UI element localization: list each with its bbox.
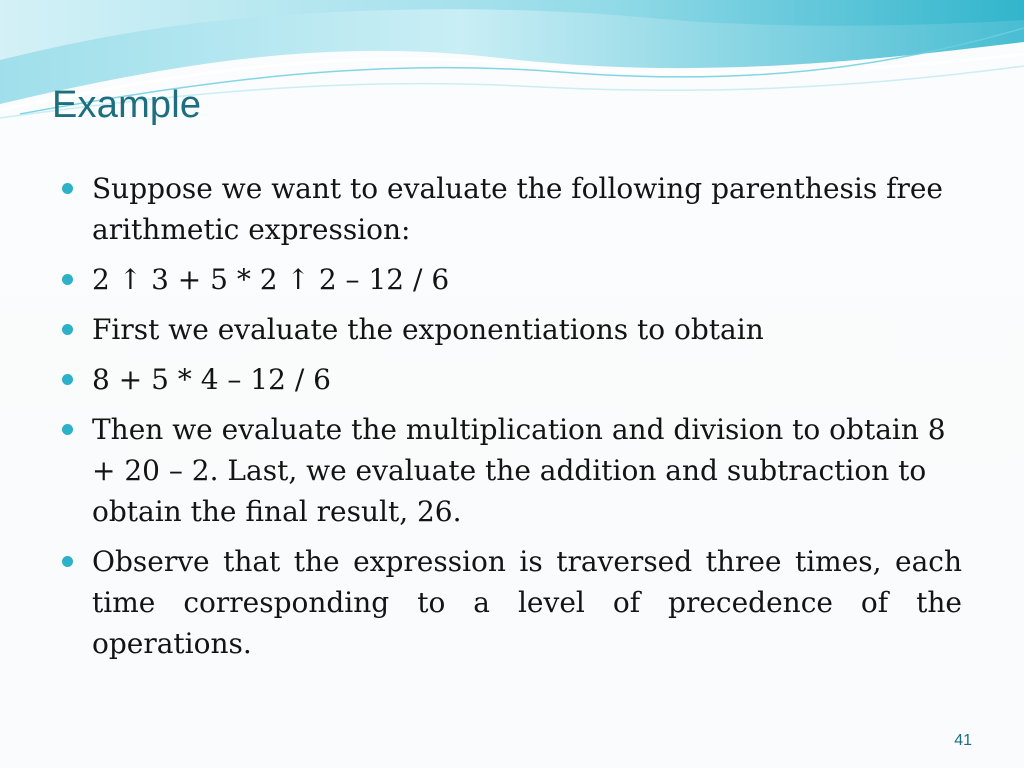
- bullet-dot-icon: [62, 424, 73, 435]
- bullet-text: Then we evaluate the multiplication and division to obtain 8 + 20 – 2. Last, we evaluate the addition and subtraction to obtain the final result, 26.: [92, 413, 946, 528]
- page-number: 41: [954, 732, 972, 749]
- slide-title: Example: [52, 84, 202, 126]
- bullet-list: [62, 168, 962, 673]
- bullet-text: First we evaluate the exponentiations to obtain: [92, 313, 764, 346]
- bullet-text: 2 ↑ 3 + 5 * 2 ↑ 2 – 12 / 6: [92, 263, 450, 296]
- bullet-item: [62, 168, 962, 250]
- bullet-dot-icon: [62, 274, 73, 285]
- bullet-dot-icon: [62, 556, 73, 567]
- bullet-dot-icon: [62, 374, 73, 385]
- bullet-dot-icon: [62, 183, 73, 194]
- bullet-item: [62, 259, 962, 300]
- bullet-text: 8 + 5 * 4 – 12 / 6: [92, 363, 331, 396]
- bullet-text: Observe that the expression is traversed three times, each time corresponding to a level of precedence of the operations.: [92, 545, 962, 660]
- bullet-item: [62, 409, 962, 532]
- bullet-dot-icon: [62, 324, 73, 335]
- bullet-text: Suppose we want to evaluate the following parenthesis free arithmetic expression:: [92, 172, 944, 246]
- bullet-item: [62, 541, 962, 664]
- bullet-item: [62, 309, 962, 350]
- bullet-item: [62, 359, 962, 400]
